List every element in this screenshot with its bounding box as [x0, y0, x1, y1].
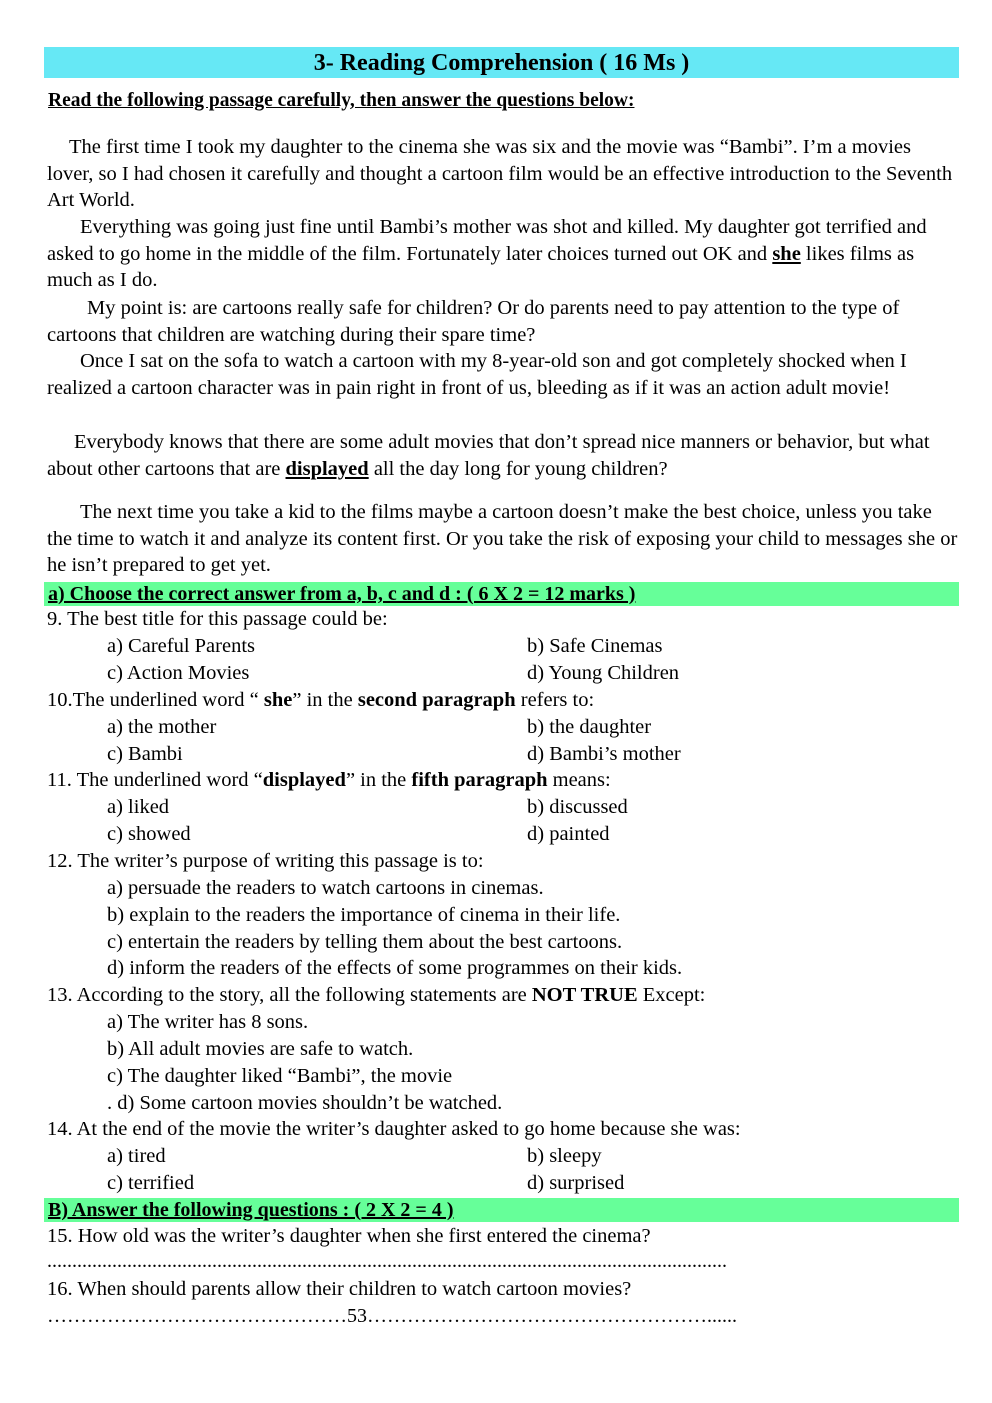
question-13 [47, 982, 705, 1008]
q13-text-end: Except: [637, 984, 706, 1006]
q10-text: 10.The underlined word “ [47, 689, 264, 711]
answer-line-16[interactable] [47, 1305, 737, 1328]
passage-paragraph-4: Once I sat on the sofa to watch a cartoon with my 8-year-old son and got completely shocked when I realized a cartoon character was in pain right in front of us, bleeding as if it was an action adult movie! [47, 350, 907, 399]
underlined-word-displayed: displayed [285, 457, 369, 480]
paragraph-2-text: Everything was going just fine until Bambi’s mother was shot and killed. My daughter got terrified and asked to go home in the middle of the film. Fortunately later choices turned out OK and [47, 216, 927, 265]
q10-word: she [263, 689, 293, 711]
q10-text-mid: ” in the [292, 689, 358, 711]
q11-option-d[interactable]: d) painted [527, 823, 610, 845]
q13-option-d[interactable]: . d) Some cartoon movies shouldn’t be watched. [107, 1092, 503, 1114]
q12-option-c[interactable]: c) entertain the readers by telling them about the best cartoons. [107, 931, 623, 953]
q12-option-b[interactable]: b) explain to the readers the importance of cinema in their life. [107, 904, 621, 926]
question-12: 12. The writer’s purpose of writing this passage is to: [47, 850, 484, 872]
question-16: 16. When should parents allow their children to watch cartoon movies? [47, 1278, 632, 1300]
q11-word: displayed [262, 769, 346, 791]
q13-not-true: NOT TRUE [531, 984, 638, 1006]
paragraph-5-text-end: all the day long for young children? [368, 457, 668, 480]
q14-option-b[interactable]: b) sleepy [527, 1145, 602, 1167]
paragraph-2-text-end: likes films as much as I do. [47, 242, 915, 292]
answer-line-16-right: ……………………………………………...... [367, 1305, 737, 1327]
q10-option-d[interactable]: d) Bambi’s mother [527, 743, 681, 765]
q9-option-c[interactable]: c) Action Movies [107, 662, 250, 684]
q11-paragraph-ref: fifth paragraph [411, 769, 548, 791]
passage-paragraph-2 [47, 214, 959, 294]
q13-text: 13. According to the story, all the following statements are [47, 984, 532, 1006]
q11-text: 11. The underlined word “ [47, 769, 263, 791]
q11-option-c[interactable]: c) showed [107, 823, 191, 845]
passage-paragraph-6: The next time you take a kid to the films maybe a cartoon doesn’t make the best choice, unless you take the time to watch it and analyze its content first. Or you take the risk of exposing your child to messages she or he isn’t prepared to get yet. [47, 501, 958, 577]
q10-paragraph-ref: second paragraph [357, 689, 516, 711]
q12-option-a[interactable]: a) persuade the readers to watch cartoons in cinemas. [107, 877, 544, 899]
q10-option-a[interactable]: a) the mother [107, 716, 217, 738]
section-a-label: a) Choose the correct answer from a, b, c and d : ( 6 X 2 = 12 marks ) [48, 583, 636, 605]
q10-option-c[interactable]: c) Bambi [107, 743, 183, 765]
question-11 [47, 767, 611, 793]
section-b-label: B) Answer the following questions : ( 2 X 2 = 4 ) [48, 1199, 454, 1221]
q11-option-b[interactable]: b) discussed [527, 796, 628, 818]
q13-option-a[interactable]: a) The writer has 8 sons. [107, 1011, 309, 1033]
q9-option-b[interactable]: b) Safe Cinemas [527, 635, 663, 657]
question-10 [47, 687, 594, 713]
q12-option-d[interactable]: d) inform the readers of the effects of some programmes on their kids. [107, 957, 683, 979]
section-b-header [44, 1198, 959, 1222]
q9-option-a[interactable]: a) Careful Parents [107, 635, 255, 657]
question-9: 9. The best title for this passage could be: [47, 608, 388, 630]
q9-option-d[interactable]: d) Young Children [527, 662, 680, 684]
q10-option-b[interactable]: b) the daughter [527, 716, 652, 738]
q13-option-c[interactable]: c) The daughter liked “Bambi”, the movie [107, 1065, 453, 1087]
section-a-header [44, 582, 959, 606]
q11-option-a[interactable]: a) liked [107, 796, 170, 818]
answer-line-15[interactable]: ........................................................................................................................................ [47, 1250, 727, 1272]
passage-paragraph-5 [47, 429, 959, 482]
question-15: 15. How old was the writer’s daughter when she first entered the cinema? [47, 1225, 651, 1247]
q13-option-b[interactable]: b) All adult movies are safe to watch. [107, 1038, 414, 1060]
section-title: 3- Reading Comprehension ( 16 Ms ) [44, 47, 959, 78]
q11-text-mid: ” in the [345, 769, 412, 791]
passage-paragraph-3: My point is: are cartoons really safe for children? Or do parents need to pay attention to the type of cartoons that children are watching during their spare time? [47, 297, 900, 346]
q14-option-a[interactable]: a) tired [107, 1145, 166, 1167]
q14-option-c[interactable]: c) terrified [107, 1172, 195, 1194]
page-number: 53 [347, 1305, 367, 1327]
q14-option-d[interactable]: d) surprised [527, 1172, 625, 1194]
paragraph-5-text: Everybody knows that there are some adult movies that don’t spread nice manners or behavior, but what about other cartoons that are [47, 431, 930, 480]
answer-line-16-left: ……………………………………… [47, 1305, 347, 1327]
question-14: 14. At the end of the movie the writer’s daughter asked to go home because she was: [47, 1118, 741, 1140]
q10-text-end: refers to: [515, 689, 595, 711]
underlined-word-she: she [772, 242, 801, 265]
q11-text-end: means: [547, 769, 611, 791]
instruction: Read the following passage carefully, then answer the questions below: [48, 90, 635, 111]
passage-paragraph-1: The first time I took my daughter to the cinema she was six and the movie was “Bambi”. I’m a movies lover, so I had chosen it carefully and thought a cartoon film would be an effective introduction to the Seventh Art World. [47, 136, 953, 212]
